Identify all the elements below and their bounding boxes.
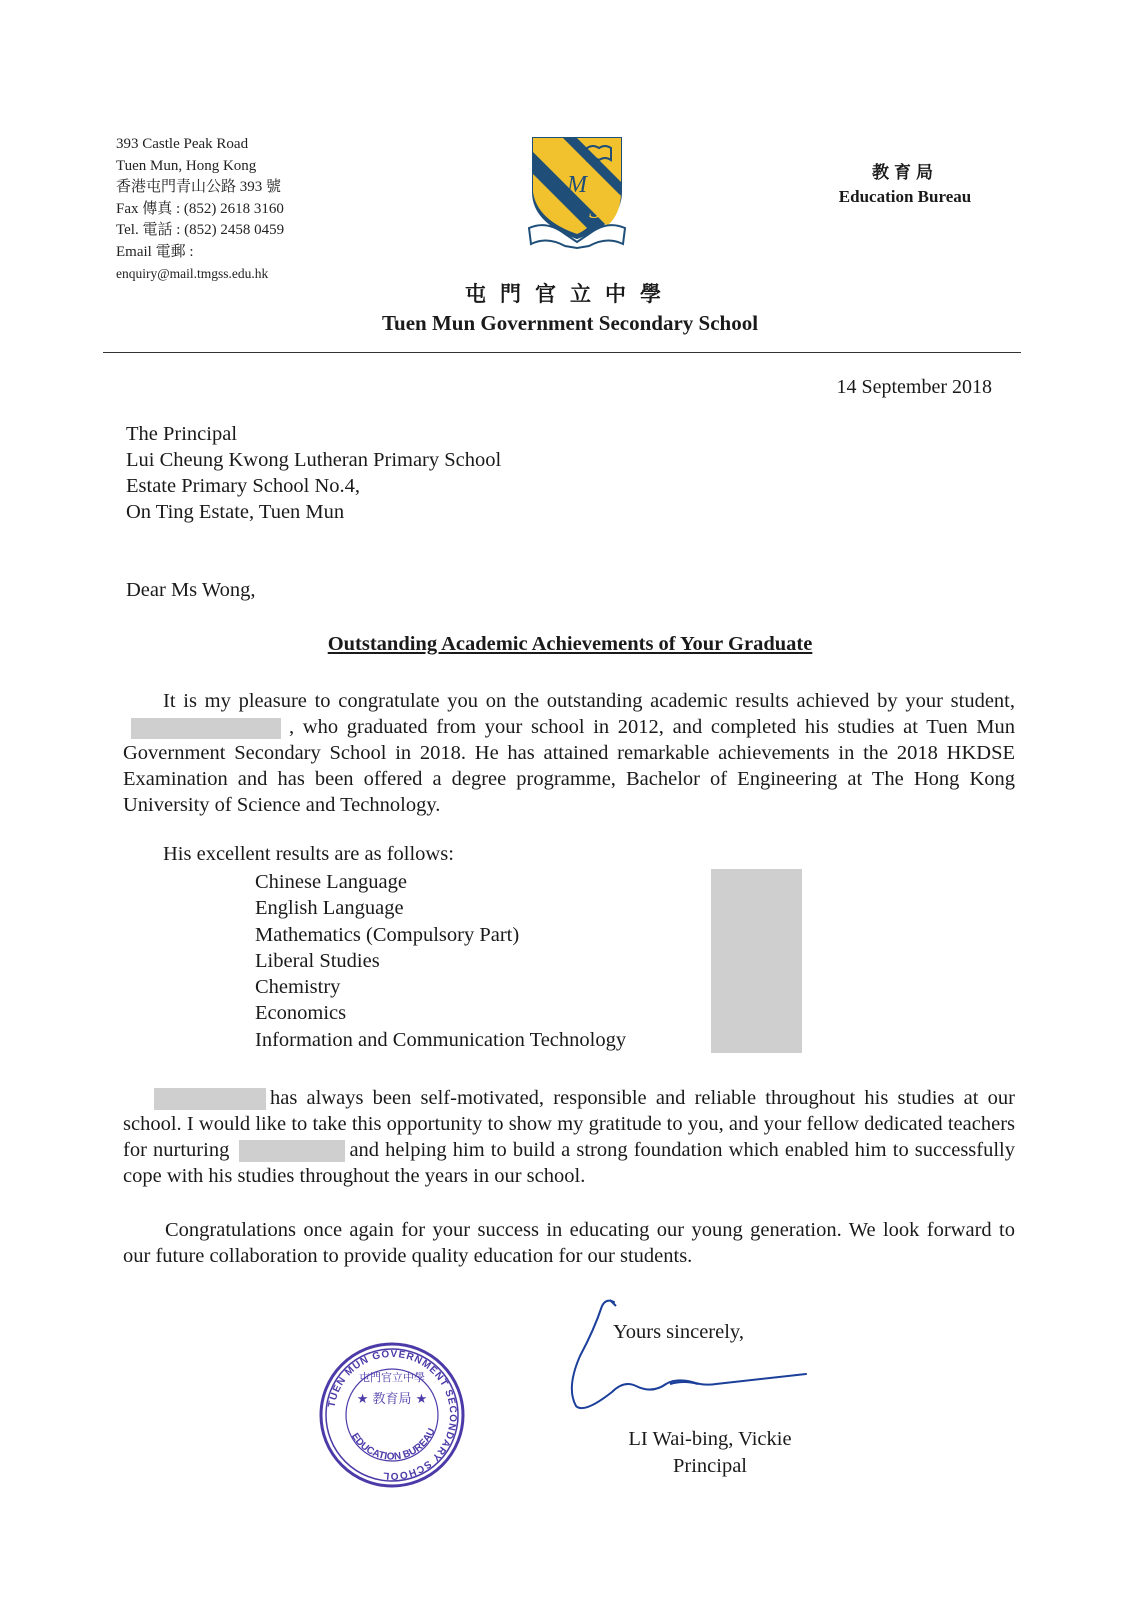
paragraph-text: has always been self-motivated, responsible and reliable throughout his studies at our school. I would like to take this opportunity to show my gratitude to you, and your fellow dedicated teachers for nurturing: [123, 1087, 1015, 1161]
redacted-name: [154, 1088, 266, 1110]
email-address: enquiry@mail.tmgss.edu.hk: [116, 266, 269, 281]
svg-text:屯門官立中學: 屯門官立中學: [359, 1371, 425, 1384]
results-heading: His excellent results are as follows:: [163, 843, 454, 865]
edb-name-english: Education Bureau: [838, 187, 972, 206]
edb-name-chinese: 教育局: [872, 163, 938, 182]
subject-item: Mathematics (Compulsory Part): [255, 923, 520, 946]
letter-subject: Outstanding Academic Achievements of Your Graduate: [327, 633, 813, 655]
edb-heading: [820, 158, 990, 207]
svg-text:M: M: [567, 172, 587, 198]
handwritten-signature: [566, 1296, 826, 1416]
svg-text:T: T: [547, 144, 561, 170]
school-name-english: Tuen Mun Government Secondary School: [381, 311, 759, 335]
subject-item: Information and Communication Technology: [255, 1028, 627, 1051]
header-divider: [103, 352, 1021, 353]
address-line: Tuen Mun, Hong Kong: [116, 157, 257, 174]
address-line: 393 Castle Peak Road: [116, 136, 249, 152]
subject-item: English Language: [255, 897, 404, 920]
recipient-address: [126, 421, 501, 525]
subject-list: [255, 869, 626, 1053]
complimentary-close: Yours sincerely,: [613, 1321, 744, 1343]
letter-date: 14 September 2018: [836, 376, 992, 398]
school-crest-logo: [527, 134, 627, 250]
svg-text:★ 教育局 ★: ★ 教育局 ★: [356, 1392, 428, 1407]
paragraph-closing: Congratulations once again for your success in educating our young generation. We look forward to our future collaboration to provide quality education for our students.: [123, 1219, 1015, 1267]
subject-item: Economics: [255, 1002, 347, 1025]
paragraph-gratitude: [123, 1085, 1015, 1189]
paragraph-text: and helping him to build a strong foundation which enabled him to successfully cope with his studies throughout the years in our school.: [123, 1139, 1016, 1187]
subject-item: Chinese Language: [255, 871, 407, 893]
signatory-title: Principal: [672, 1455, 747, 1477]
subject-item: Chemistry: [255, 976, 341, 999]
paragraph-text: , who graduated from your school in 2012, and completed his studies at Tuen Mun Government Secondary School in 2018. He has attained remarkable achievements in the 2018 HKDSE Examination and has been offered a degree programme, Bachelor of Engineering at The Hong Kong University of Science and Technology.: [123, 716, 1015, 816]
svg-text:S: S: [589, 198, 601, 224]
school-name-chinese: 屯門官立中學: [465, 282, 675, 306]
signatory-name: LI Wai-bing, Vickie: [628, 1428, 792, 1450]
sender-address: [116, 134, 284, 285]
svg-text:EDUCATION BUREAU: EDUCATION BUREAU: [348, 1426, 438, 1463]
email-label: Email 電郵 :: [116, 243, 194, 260]
redacted-name: [239, 1140, 345, 1162]
subject-item: Liberal Studies: [255, 949, 380, 972]
paragraph-text: It is my pleasure to congratulate you on the outstanding academic results achieved by your student,: [163, 690, 1015, 712]
address-line: 香港屯門青山公路 393 號: [116, 179, 282, 195]
fax-line: Fax 傳真 : (852) 2618 3160: [116, 200, 284, 217]
tel-line: Tel. 電話 : (852) 2458 0459: [116, 222, 285, 238]
redacted-grades: [711, 869, 802, 1053]
redacted-name: [131, 718, 281, 739]
recipient-line: Estate Primary School No.4,: [126, 475, 361, 497]
recipient-line: On Ting Estate, Tuen Mun: [126, 501, 345, 523]
signatory-block: [600, 1426, 820, 1480]
recipient-line: The Principal: [126, 423, 238, 445]
paragraph-congratulation: [123, 688, 1015, 818]
official-seal-stamp: [318, 1341, 466, 1489]
svg-text:TUEN MUN GOVERNMENT SECONDARY: TUEN MUN GOVERNMENT SECONDARY SCHOOL: [326, 1348, 459, 1482]
salutation: Dear Ms Wong,: [126, 579, 256, 601]
recipient-line: Lui Cheung Kwong Lutheran Primary School: [126, 449, 502, 471]
